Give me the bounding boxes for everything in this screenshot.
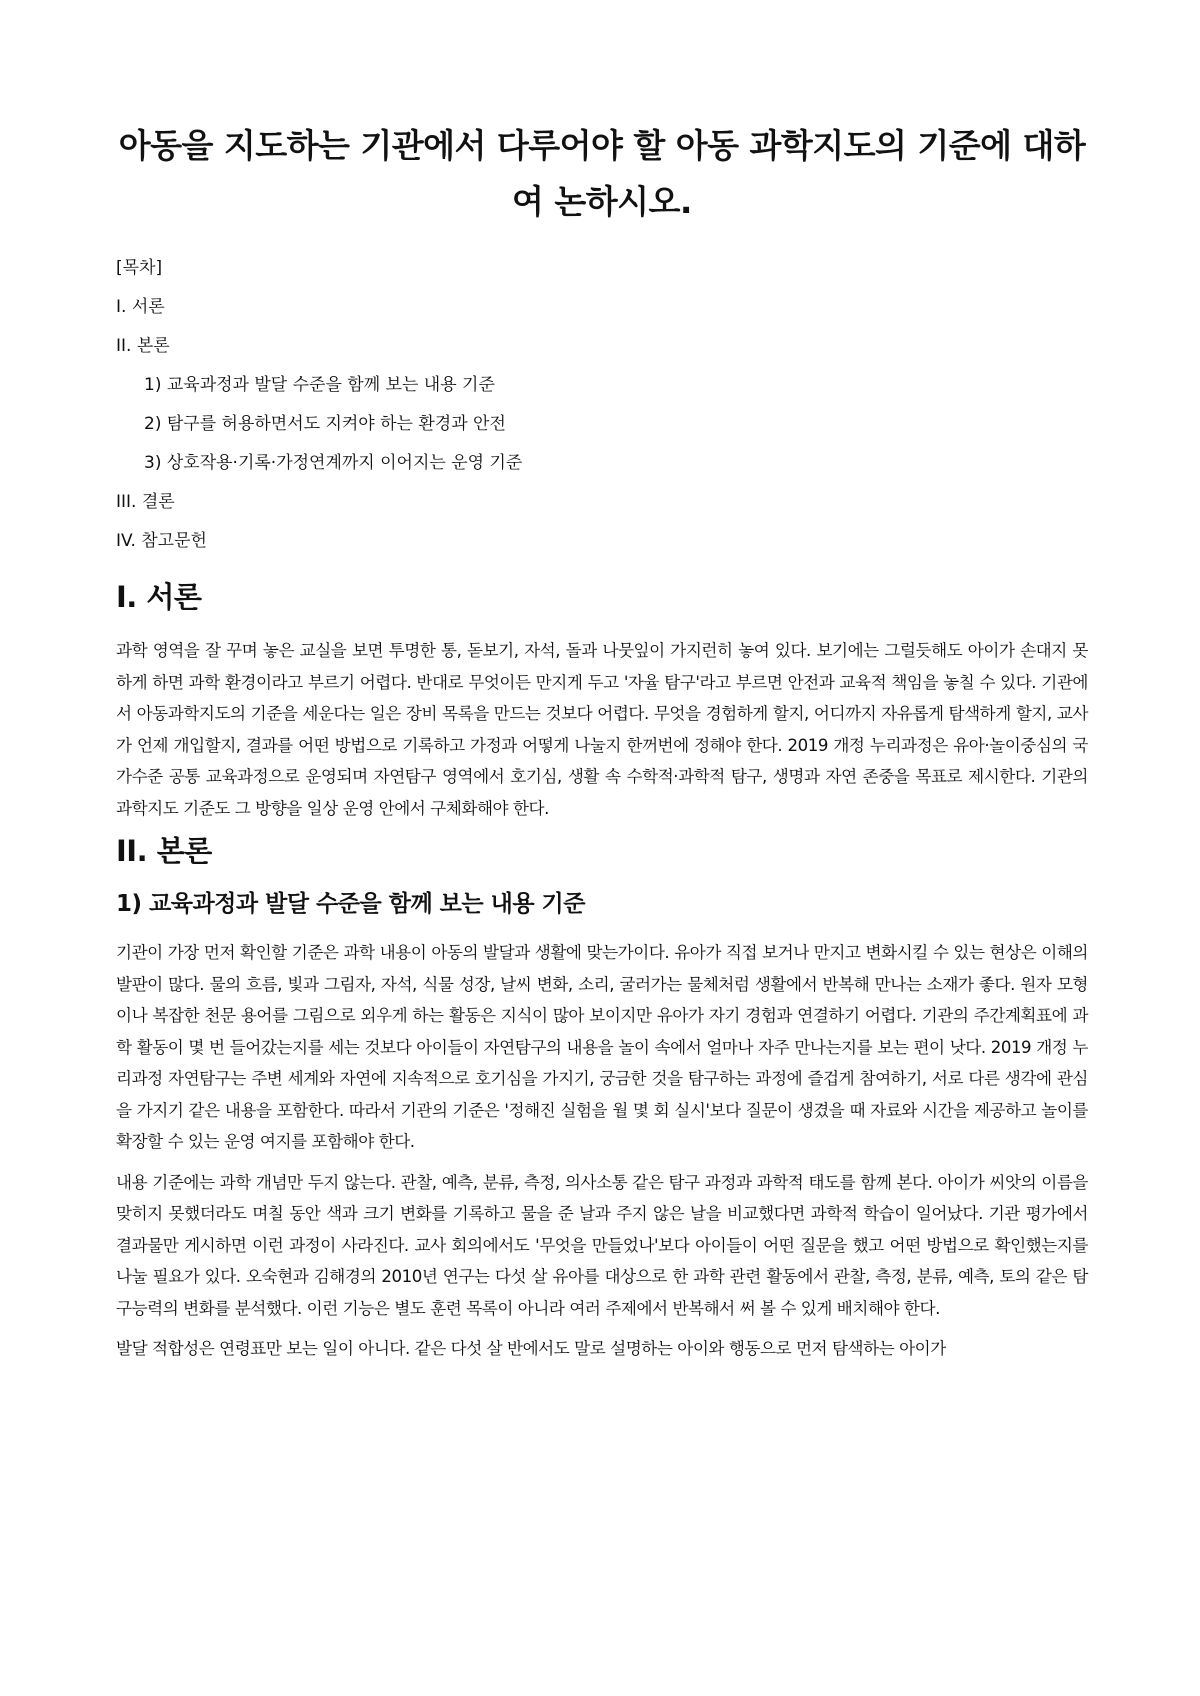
subsection-heading-1: 1) 교육과정과 발달 수준을 함께 보는 내용 기준 <box>116 891 585 917</box>
section-heading-main: II. 본론 <box>116 834 212 868</box>
toc-item-conclusion: III. 결론 <box>116 492 175 512</box>
body-paragraph-3: 발달 적합성은 연령표만 보는 일이 아니다. 같은 다섯 살 반에서도 말로 설명하는 아이와 행동으로 먼저 탐색하는 아이가 <box>116 1339 946 1358</box>
toc-item-main-3: 3) 상호작용·기록·가정연계까지 이어지는 운영 기준 <box>144 453 523 473</box>
toc-item-references: IV. 참고문헌 <box>116 531 207 551</box>
body-paragraph-1: 기관이 가장 먼저 확인할 기준은 과학 내용이 아동의 발달과 생활에 맞는가이다. 유아가 직접 보거나 만지고 변화시킬 수 있는 현상은 이해의 발판이 많다. 물의 흐름, 빛과 그림자, 자석, 식물 성장, 날씨 변화, 소리, 굴러가는 물체처럼 생활에서 반복해 만나는 소재가 좋다. 원자 모형이나 복잡한 천문 용어를 그림으로 외우게 하는 활동은 지식이 많아 보이지만 유아가 자기 경험과 연결하기 어렵다. 기관의 주간계획표에 과학 활동이 몇 번 들어갔는지를 세는 것보다 아이들이 자연탐구의 내용을 놀이 속에서 얼마나 자주 만나는지를 보는 편이 낫다. 2019 개정 누리과정 자연탐구는 주변 세계와 자연에 지속적으로 호기심을 가지기, 궁금한 것을 탐구하는 과정에 즐겁게 참여하기, 서로 다른 생각에 관심을 가지기 같은 내용을 포함한다. 따라서 기관의 기준은 '정해진 실험을 월 몇 회 실시'보다 질문이 생겼을 때 자료와 시간을 제공하고 놀이를 확장할 수 있는 운영 여지를 포함해야 한다. <box>116 943 1088 1151</box>
section-intro <box>116 579 1088 824</box>
body-paragraph-2: 내용 기준에는 과학 개념만 두지 않는다. 관찰, 예측, 분류, 측정, 의사소통 같은 탐구 과정과 과학적 태도를 함께 본다. 아이가 씨앗의 이름을 맞히지 못했더라도 며칠 동안 색과 크기 변화를 기록하고 물을 준 날과 주지 않은 날을 비교했다면 과학적 학습이 일어났다. 기관 평가에서 결과물만 게시하면 이런 과정이 사라진다. 교사 회의에서도 '무엇을 만들었나'보다 아이들이 어떤 질문을 했고 어떤 방법으로 확인했는지를 나눌 필요가 있다. 오숙현과 김해경의 2010년 연구는 다섯 살 유아를 대상으로 한 과학 관련 활동에서 관찰, 측정, 분류, 예측, 토의 같은 탐구능력의 변화를 분석했다. 이런 기능은 별도 훈련 목록이 아니라 여러 주제에서 반복해서 써 볼 수 있게 배치해야 한다. <box>116 1172 1088 1318</box>
toc-item-intro: I. 서론 <box>116 297 165 317</box>
section-main <box>116 833 1088 1365</box>
table-of-contents <box>116 258 1088 551</box>
toc-item-main: II. 본론 <box>116 336 170 356</box>
toc-heading: [목차] <box>116 258 163 278</box>
document-title: 아동을 지도하는 기관에서 다루어야 할 아동 과학지도의 기준에 대하여 논하시오. <box>118 126 1086 221</box>
toc-item-main-2: 2) 탐구를 허용하면서도 지켜야 하는 환경과 안전 <box>144 414 506 434</box>
toc-item-main-1: 1) 교육과정과 발달 수준을 함께 보는 내용 기준 <box>144 375 495 395</box>
intro-paragraph: 과학 영역을 잘 꾸며 놓은 교실을 보면 투명한 통, 돋보기, 자석, 돌과 나뭇잎이 가지런히 놓여 있다. 보기에는 그럴듯해도 아이가 손대지 못하게 하면 과학 환경이라고 부르기 어렵다. 반대로 무엇이든 만지게 두고 '자율 탐구'라고 부르면 안전과 교육적 책임을 놓칠 수 있다. 기관에서 아동과학지도의 기준을 세운다는 일은 장비 목록을 만드는 것보다 어렵다. 무엇을 경험하게 할지, 어디까지 자유롭게 탐색하게 할지, 교사가 언제 개입할지, 결과를 어떤 방법으로 기록하고 가정과 어떻게 나눌지 한꺼번에 정해야 한다. 2019 개정 누리과정은 유아·놀이중심의 국가수준 공통 교육과정으로 운영되며 자연탐구 영역에서 호기심, 생활 속 수학적·과학적 탐구, 생명과 자연 존중을 목표로 제시한다. 기관의 과학지도 기준도 그 방향을 일상 운영 안에서 구체화해야 한다. <box>116 641 1088 818</box>
section-heading-intro: I. 서론 <box>116 580 202 614</box>
